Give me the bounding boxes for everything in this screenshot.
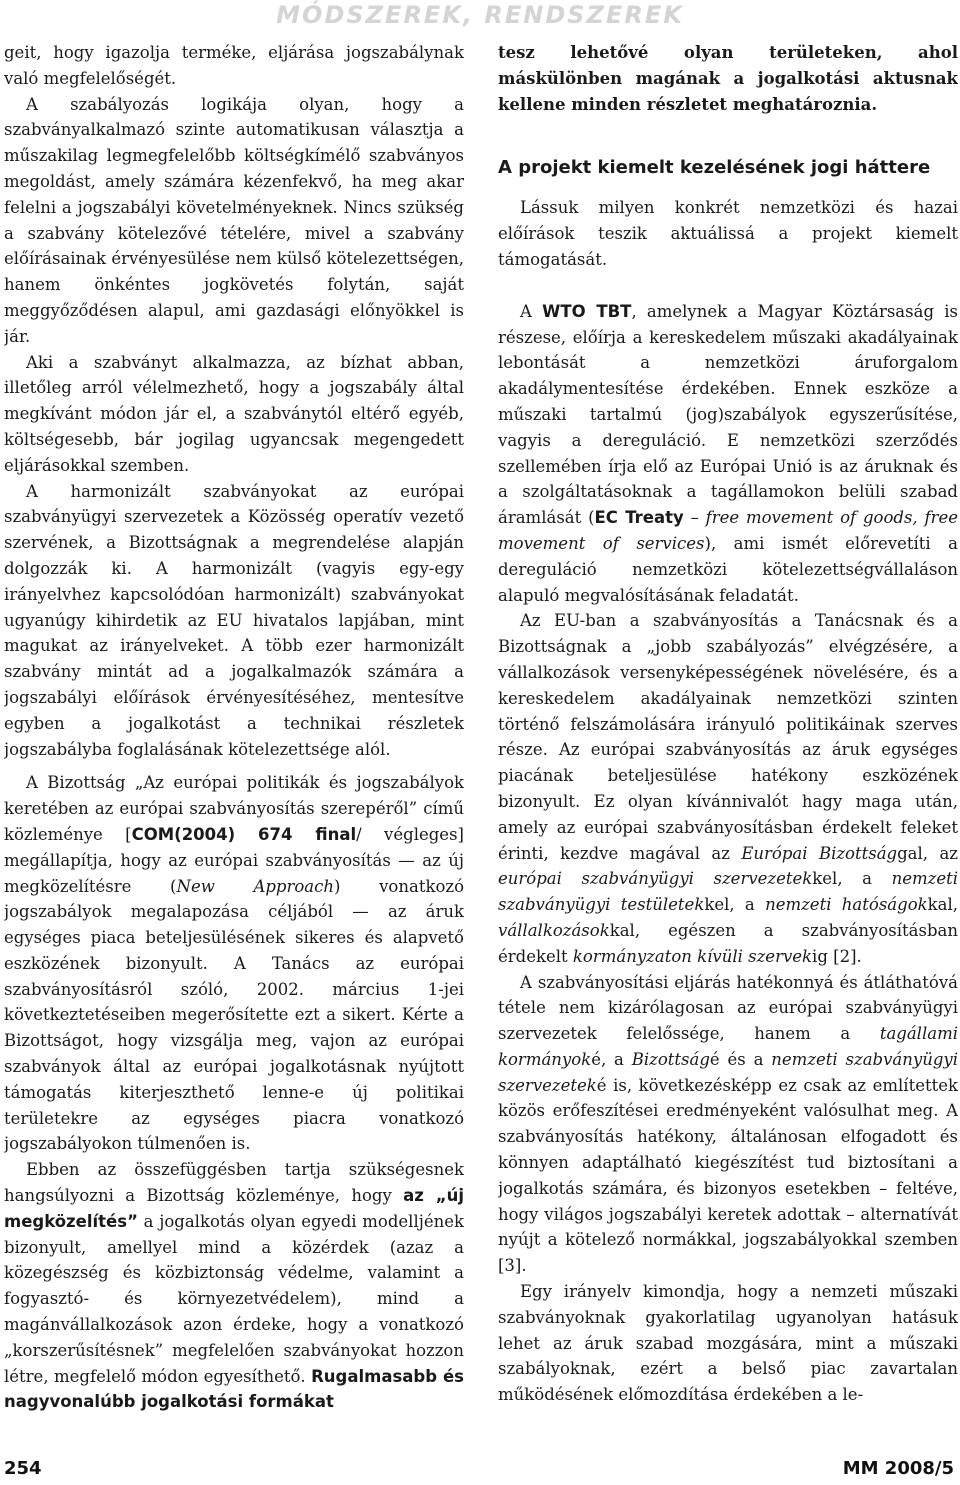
text-run: ) vonatkozó jogszabályok megalapozása céljából — az áruk egységes piaca beteljesülésének sikeres és alapvető eszközének bizonyult. A Tanács az európai szabványosításról szóló, 2002. március 1-jei következtetéseiben megerősítette ezt a sikert. Kérte a Bizottságot, hogy vizsgálja meg, vajon az európai szabványok által az európai jogalkotásnak nyújtott támogatás kiterjeszthető lenne-e új politikai területekre az egységes piacra vonatkozó jogszabályokon túlmenően is.: [4, 876, 464, 1154]
text-run: A szabványosítási eljárás hatékonnyá és átláthatóvá tétele nem kizárólagosan az európai szabványügyi szervezetek felelőssége, hanem a: [498, 972, 958, 1044]
bold-term: Rugalmasabb és nagyvonalúbb jogalkotási formákat: [4, 1366, 464, 1412]
text-run: –: [683, 508, 706, 528]
lead-paragraph: tesz lehetővé olyan területeken, ahol máskülönben magának a jogalkotási aktusnak kellene minden részletet meghatároznia.: [498, 43, 958, 114]
paragraph: [498, 608, 958, 969]
italic-term: Európai Bizottság: [741, 843, 898, 863]
paragraph: A harmonizált szabványokat az európai szabványügyi szervezetek a Közösség operatív vezető szervének, a Bizottságnak a megrendelése alapján dolgozzák ki. A harmonizált (vagyis egy-egy irányelvhez kapcsolódóan harmonizált) szabványokat ugyanúgy kihirdetik az EU hivatalos lapjában, mint magukat az irányelveket. A több ezer harmonizált szabvány mintát ad a jogalkalmazók számára a jogszabályi előírások érvényesítéséhez, mentesítve egyben a jogalkotást a technikai részletek jogszabályba foglalásának kötelezettsége alól.: [4, 481, 464, 759]
text-run: kel, a: [704, 895, 766, 915]
text-run: kal, egészen a szabványosításban érdekelt: [498, 920, 958, 966]
bold-reference: COM(2004) 674 final: [131, 824, 357, 844]
bold-term: az „új megközelítés”: [4, 1186, 464, 1231]
text-run: kal,: [927, 895, 958, 915]
bold-term: WTO TBT: [542, 301, 632, 321]
italic-term: free movement of goods, free movement of services: [498, 508, 958, 553]
right-column: [498, 40, 958, 1450]
paragraph: Lássuk milyen konkrét nemzetközi és hazai előírások teszik aktuálissá a projekt kiemelt támogatását.: [498, 198, 958, 269]
italic-term: vállalkozások: [498, 920, 610, 940]
text-run: / végleges] megállapítja, hogy az európai szabványosítás — az új megközelítésre (: [4, 824, 464, 896]
italic-term: nemzeti hatóságok: [765, 895, 928, 915]
italic-term: nemzeti szabványügyi testületek: [498, 869, 958, 915]
italic-term: Bizottság: [631, 1049, 710, 1069]
paragraph: Egy irányelv kimondja, hogy a nemzeti műszaki szabványoknak gyakorlatilag ugyanolyan hatásuk lehet az áruk szabad mozgására, mint a műszaki szabályoknak, ezért a belső piac zavartalan működésének előmozdítása érdekében a le-: [498, 1282, 958, 1405]
text-run: a jogalkotás olyan egyedi modelljének bizonyult, amellyel mind a közérdek (azaz a közegészség és közbiztonság védelme, valamint a fogyasztó- és környezetvédelem), mind a magánvállalkozások azon érdeke, hogy a vonatkozó „korszerűsítésnek” megfelelően szabványokat hozzon létre, megfelelő módon egyesíthető.: [4, 1211, 464, 1386]
italic-term: New Approach: [176, 876, 335, 896]
paragraph: A szabályozás logikája olyan, hogy a szabványalkalmazó szinte automatikusan választja a műszakilag legmegfelelőbb költségkímélő szabványos megoldást, amely számára kézenfekvő, ha meg akar felelni a jogszabályi követelményeknek. Nincs szükség a szabvány kötelezővé tételére, mivel a szabvány előírásainak érvényesülése nem külső kötelezettségen, hanem önkéntes jogkövetés folytán, saját meggyőződésen alapul, ami gazdasági előnyökkel is jár.: [4, 94, 464, 346]
italic-term: kormányzaton kívüli szervek: [572, 946, 813, 966]
paragraph: [498, 299, 958, 609]
text-run: Ebben az összefüggésben tartja szükségesnek hangsúlyozni a Bizottság közleménye, hogy: [4, 1160, 464, 1206]
text-run: A: [520, 301, 543, 321]
text-run: A Bizottság „Az európai politikák és jogszabályok keretében az európai szabványosítás szerepéről” című közleménye [: [4, 773, 464, 844]
page-number: 254: [4, 1458, 42, 1479]
text-run: Az EU-ban a szabványosítás a Tanácsnak és a Bizottságnak a „jobb szabályozás” elvégzésére, a vállalkozások versenyképességének növelésére, és a kereskedelem akadályainak nemzetközi szinten történő felszámolására irányuló politikáinak szerves része. Az európai szabványosítás az áruk egységes piacának beteljesülése hatékony eszközének bizonyult. Ez olyan kívánnivalót hagy maga után, amely az európai szabványosításban érdekelt feleket érinti, kezdve magával az: [498, 611, 958, 863]
paragraph: geit, hogy igazolja terméke, eljárása jogszabálynak való megfelelőségét.: [4, 43, 464, 88]
text-run: ig [2].: [812, 946, 862, 966]
bold-term: EC Treaty: [594, 508, 684, 528]
text-run: kel, a: [812, 869, 892, 889]
text-run: é, a: [591, 1049, 632, 1069]
section-heading: A projekt kiemelt kezelésének jogi háttere: [498, 157, 931, 179]
paragraph: [498, 970, 958, 1280]
paragraph: [4, 770, 464, 1157]
italic-term: tagállami kormányok: [498, 1024, 958, 1069]
text-run: gal, az: [897, 843, 958, 863]
running-header: MÓDSZEREK, RENDSZEREK: [276, 1, 684, 29]
left-column: [4, 40, 464, 1450]
italic-term: európai szabványügyi szervezetek: [498, 869, 813, 889]
text-run: , amelynek a Magyar Köztársaság is részese, előírja a kereskedelem műszaki akadályainak lebontását a nemzetközi áruforgalom akadálymentesítése érdekében. Ennek eszköze a műszaki tartalmú (jog)szabályok egyszerűsítése, vagyis a dereguláció. E nemzetközi szerződés szellemében írja elő az Európai Unió is az áruknak és a szolgáltatásoknak a tagállamokon belüli szabad áramlását (: [498, 301, 958, 528]
journal-issue: MM 2008/5: [842, 1458, 954, 1479]
text-run: é és a: [709, 1049, 772, 1069]
paragraph: Aki a szabványt alkalmazza, az bízhat abban, illetőleg arról vélelmezhető, hogy a jogszabály által megkívánt módon jár el, a szabványtól eltérő egyéb, költségesebb, bár jogilag ugyancsak megengedett eljárásokkal szemben.: [4, 352, 464, 475]
text-run: ), ami ismét előrevetíti a dereguláció nemzetközi kötelezettségvállaláson alapuló megvalósításának feladatát.: [498, 533, 958, 605]
paragraph: [4, 1157, 464, 1415]
italic-term: nemzeti szabványügyi szervezetek: [498, 1049, 958, 1095]
text-run: é is, következésképp ez csak az említettek közös erőfeszítései eredményeként valósulhat meg. A szabványosítás hatékony, általánosan elfogadott és könnyen adaptálható kiegészítést tud biztosítani a jogalkotás számára, és bizonyos esetekben – feltéve, hogy világos jogszabályi keretek adottak – alternatívát nyújt a kötelező normákkal, jogszabályokkal szemben [3].: [498, 1075, 958, 1276]
